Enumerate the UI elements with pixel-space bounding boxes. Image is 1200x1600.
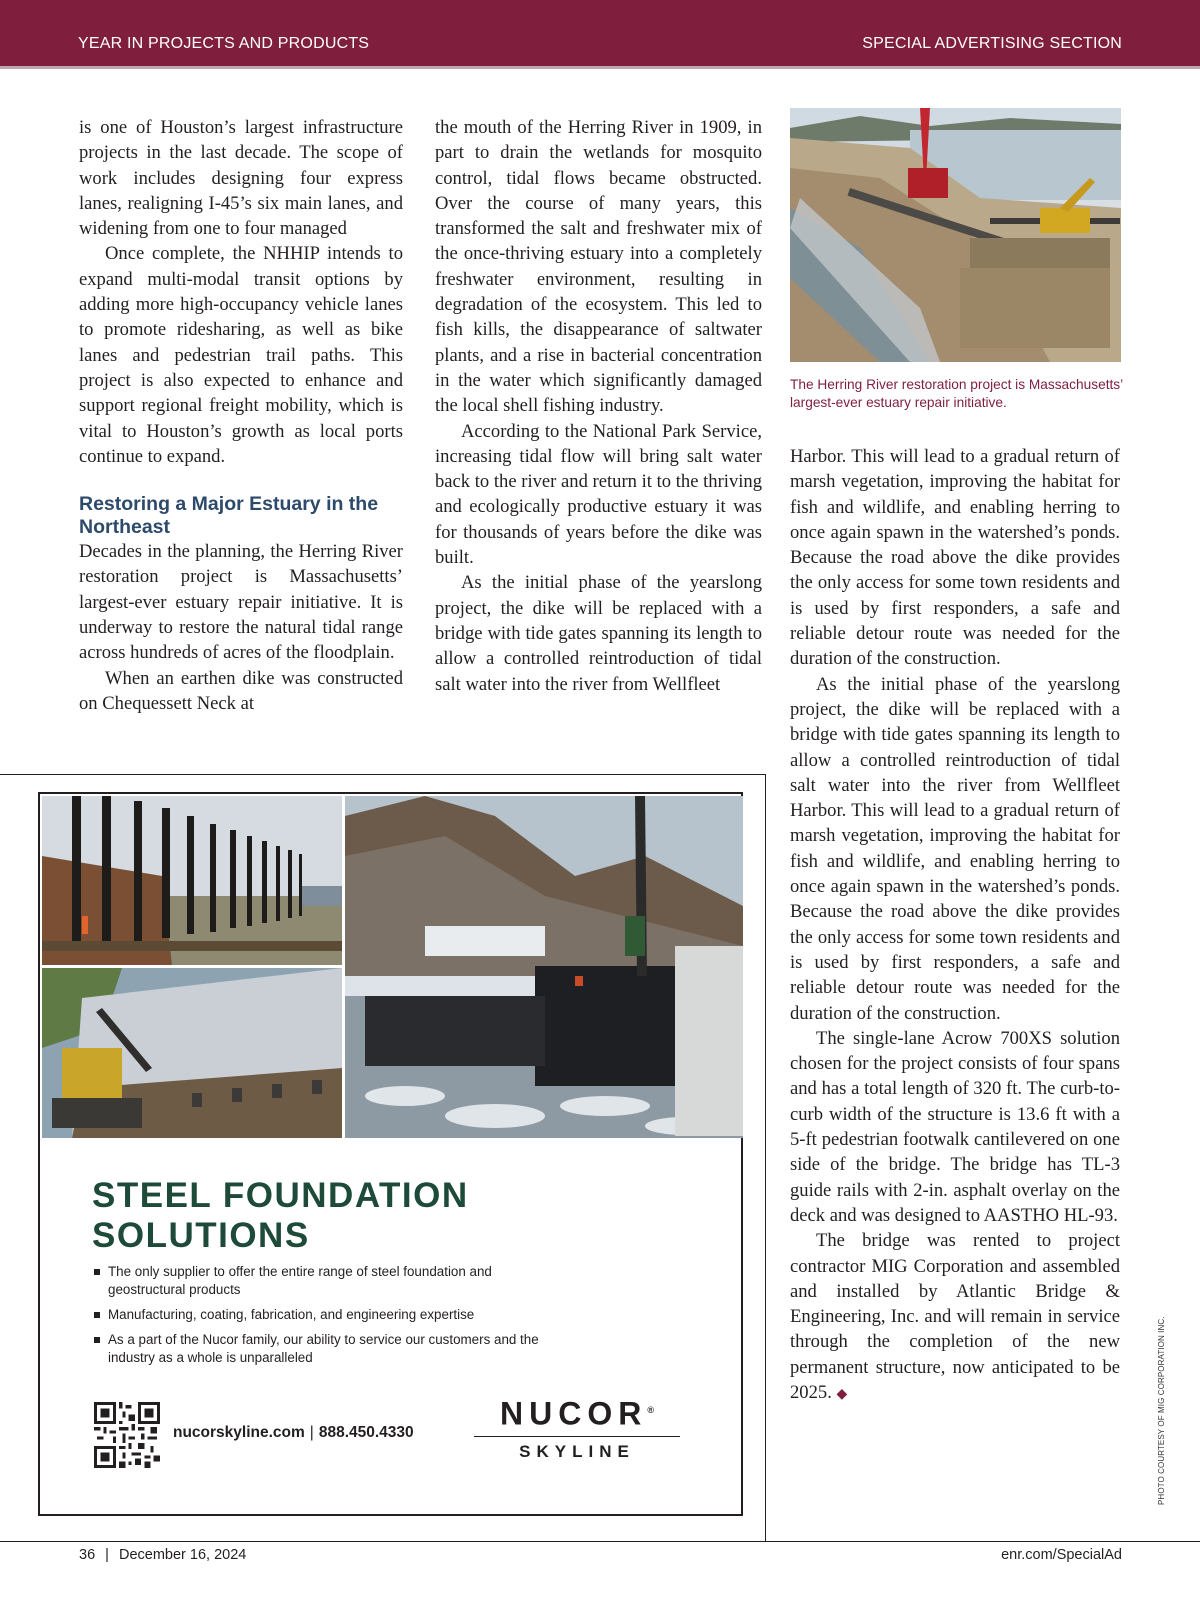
advertising-label: SPECIAL ADVERTISING SECTION bbox=[862, 35, 1122, 52]
footer-url[interactable]: enr.com/SpecialAd bbox=[1001, 1547, 1122, 1563]
paragraph: The single-lane Acrow 700XS solution chosen for the project consists of four spans and has a total length of 320 ft. The curb-to-curb width of the structure is 13.6 ft with a 5-ft pedestrian footwalk cantilevered on one side of the bridge. The bridge has TL-3 guide rails with 2-in. asphalt overlay on the deck and was designed to AASTHO HL-93. bbox=[790, 1027, 1120, 1226]
footer-rule bbox=[0, 1541, 1200, 1542]
ad-benefits-list bbox=[94, 1263, 554, 1374]
ad-headline-line: STEEL FOUNDATION bbox=[92, 1176, 469, 1215]
qr-code-icon[interactable] bbox=[94, 1402, 160, 1468]
nucor-skyline-logo bbox=[472, 1392, 682, 1462]
section-title: YEAR IN PROJECTS AND PRODUCTS bbox=[78, 35, 370, 52]
paragraph bbox=[790, 1228, 1120, 1407]
footer-page-info bbox=[79, 1547, 246, 1563]
paragraph: Harbor. This will lead to a gradual return of marsh vegetation, improving the habitat for fish and wildlife, and enabling herring to once again spawn in the watershed’s ponds. Because the road above the dike provides the only access for some town residents and is used by first responders, a safe and reliable detour route was needed for the duration of the construction. bbox=[790, 446, 1120, 670]
retaining-wall-image bbox=[42, 968, 342, 1138]
pile-wall-image bbox=[42, 796, 342, 965]
photo-credit: PHOTO COURTESY OF MIG CORPORATION INC. bbox=[1157, 1316, 1166, 1505]
paragraph-text: The bridge was rented to project contractor MIG Corporation and assembled and installed by Atlantic Bridge & Engineering, Inc. and will remain in service through the completion of the new permanent structure, now anticipated to be 2025. bbox=[790, 1230, 1120, 1403]
soil-anchoring-photo bbox=[42, 968, 342, 1138]
logo-wordmark bbox=[472, 1392, 682, 1432]
paragraph: As the initial phase of the yearslong project, the dike will be replaced with a bridge with tide gates spanning its length to allow a controlled reintroduction of tidal salt water into the river from Wellfleet bbox=[435, 572, 762, 695]
paragraph: When an earthen dike was constructed on Chequessett Neck at bbox=[79, 667, 403, 714]
paragraph: is one of Houston’s largest infrastructure projects in the last decade. The scope of work includes designing four express lanes, realigning I-45’s six main lanes, and widening from one to four managed bbox=[79, 117, 403, 240]
end-mark-icon: ◆ bbox=[836, 1386, 848, 1402]
nucor-skyline-advertisement[interactable] bbox=[38, 792, 743, 1516]
phone-number[interactable]: 888.450.4330 bbox=[318, 1424, 414, 1441]
paragraph: According to the National Park Service, increasing tidal flow will bring salt water back to the river and return it to the thriving and ecologically productive estuary it was for thousands of years before the dike was built. bbox=[435, 420, 762, 569]
logo-divider bbox=[474, 1436, 680, 1438]
article-column-3 bbox=[790, 444, 1120, 1407]
cofferdam-image bbox=[345, 796, 743, 1138]
article-column-1 bbox=[79, 115, 403, 716]
paragraph: As the initial phase of the yearslong project, the dike will be replaced with a bridge with tide gates spanning its length to allow a controlled reintroduction of tidal salt water into the river from Wellfleet Harbor. This will lead to a gradual return of marsh vegetation, improving the habitat for fish and wildlife, and enabling herring to once again spawn in the watershed’s ponds. Because the road above the dike provides the only access for some town residents and is used by first responders, a safe and reliable detour route was needed for the duration of the construction. bbox=[790, 673, 1120, 1024]
footer-separator: | bbox=[105, 1547, 109, 1563]
benefit-item: Manufacturing, coating, fabrication, and engineering expertise bbox=[94, 1306, 554, 1324]
header-band bbox=[0, 0, 1200, 69]
paragraph: Decades in the planning, the Herring River restoration project is Massachusetts’ largest-ever estuary repair initiative. It is underway to restore the natural tidal range across hundreds of acres of the floodplain. bbox=[79, 541, 403, 664]
ad-frame-rule bbox=[0, 774, 766, 775]
sheet-piling-photo bbox=[42, 796, 342, 965]
contact-separator: | bbox=[309, 1424, 314, 1441]
herring-river-photo bbox=[790, 108, 1121, 362]
registered-mark: ® bbox=[647, 1405, 654, 1415]
ad-contact-line bbox=[173, 1424, 414, 1442]
ad-frame-rule bbox=[765, 774, 766, 1542]
website-link[interactable]: nucorskyline.com bbox=[173, 1424, 305, 1441]
logo-name: NUCOR bbox=[500, 1395, 648, 1432]
photo-caption: The Herring River restoration project is Massachusetts’ largest-ever estuary repair initiative. bbox=[790, 377, 1123, 410]
paragraph: the mouth of the Herring River in 1909, in part to drain the wetlands for mosquito control, tidal flows became obstructed. Over the course of many years, this transformed the salt and freshwater mix of the once-thriving estuary into a completely freshwater environment, resulting in degradation of the ecosystem. This led to fish kills, the disappearance of saltwater plants, and a rise in bacterial concentration in the water which significantly damaged the local shell fishing industry. bbox=[435, 117, 762, 417]
benefit-item: As a part of the Nucor family, our ability to service our customers and the industry as a whole is unparalleled bbox=[94, 1331, 554, 1367]
issue-date: December 16, 2024 bbox=[118, 1547, 247, 1563]
ad-headline bbox=[92, 1176, 469, 1256]
section-subhead: Restoring a Major Estuary in the Northeast bbox=[79, 493, 379, 539]
benefit-item: The only supplier to offer the entire range of steel foundation and geostructural products bbox=[94, 1263, 554, 1299]
cofferdam-river-photo bbox=[345, 796, 743, 1138]
paragraph: Once complete, the NHHIP intends to expand multi-modal transit options by adding more high-occupancy vehicle lanes to promote ridesharing, as well as bike lanes and pedestrian trail paths. This project is also expected to enhance and support regional freight mobility, which is vital to Houston’s growth as local ports continue to expand. bbox=[79, 243, 403, 467]
ad-headline-line: SOLUTIONS bbox=[92, 1216, 310, 1255]
article-column-2 bbox=[435, 115, 762, 697]
construction-site-image bbox=[790, 108, 1121, 362]
page-number: 36 bbox=[79, 1547, 96, 1563]
logo-subtitle: SKYLINE bbox=[519, 1442, 635, 1462]
